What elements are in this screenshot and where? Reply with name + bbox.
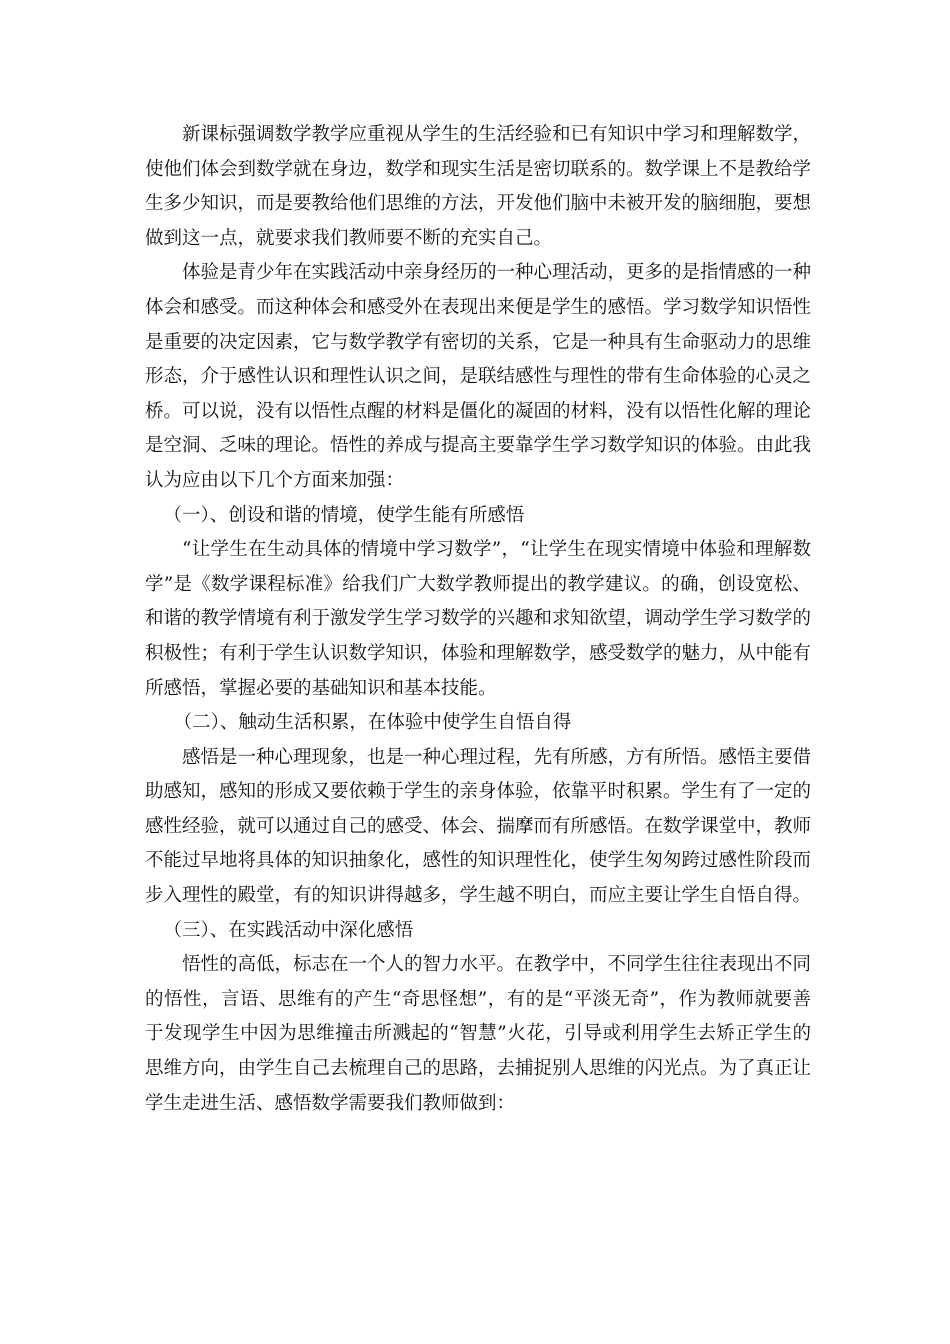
paragraph-section-1: “让学生在生动具体的情境中学习数学”，“让学生在现实情境中体验和理解数学”是《数学课程标准》给我们广大数学教师提出的教学建议。的确，创设宽松、和谐的教学情境有利于激发学生学习数学的兴趣和求知欲望，调动学生学习数学的积极性；有利于学生认识数学知识，体验和理解数学，感受数学的魅力，从中能有所感悟，掌握必要的基础知识和基本技能。 [145, 539, 812, 699]
section-heading-3: （三）、在实践活动中深化感悟 [163, 919, 414, 941]
document-body [145, 118, 811, 1121]
paragraph-intro: 新课标强调数学教学应重视从学生的生活经验和已有知识中学习和理解数学，使他们体会到数学就在身边，数学和现实生活是密切联系的。数学课上不是教给学生多少知识，而是要教给他们思维的方法，开发他们脑中未被开发的脑细胞，要想做到这一点，就要求我们教师要不断的充实自己。 [145, 124, 812, 249]
paragraph-section-2: 感悟是一种心理现象，也是一种心理过程，先有所感，方有所悟。感悟主要借助感知，感知的形成又要依赖于学生的亲身体验，依靠平时积累。学生有了一定的感性经验，就可以通过自己的感受、体会、揣摩而有所感悟。在数学课堂中，教师不能过早地将具体的知识抽象化，感性的知识理性化，使学生匆匆跨过感性阶段而步入理性的殿堂，有的知识讲得越多，学生越不明白，而应主要让学生自悟自得。 [145, 746, 812, 907]
section-heading-2: （二）、触动生活积累，在体验中使学生自悟自得 [173, 712, 572, 734]
section-heading-1: （一）、创设和谐的情境，使学生能有所感悟 [163, 504, 525, 526]
paragraph-section-3: 悟性的高低，标志在一个人的智力水平。在教学中，不同学生往往表现出不同的悟性，言语、思维有的产生“奇思怪想”，有的是“平淡无奇”，作为教师就要善于发现学生中因为思维撞击所溅起的“智慧”火花，引导或利用学生去矫正学生的思维方向，由学生自己去梳理自己的思路，去捕捉别人思维的闪光点。为了真正让学生走进生活、感悟数学需要我们教师做到： [145, 954, 812, 1114]
paragraph-experience: 体验是青少年在实践活动中亲身经历的一种心理活动，更多的是指情感的一种体会和感受。而这种体会和感受外在表现出来便是学生的感悟。学习数学知识悟性是重要的决定因素，它与数学教学有密切的关系，它是一种具有生命驱动力的思维形态，介于感性认识和理性认识之间，是联结感性与理性的带有生命体验的心灵之桥。可以说，没有以悟性点醒的材料是僵化的凝固的材料，没有以悟性化解的理论是空洞、乏味的理论。悟性的养成与提高主要靠学生学习数学知识的体验。由此我认为应由以下几个方面来加强： [145, 262, 812, 491]
